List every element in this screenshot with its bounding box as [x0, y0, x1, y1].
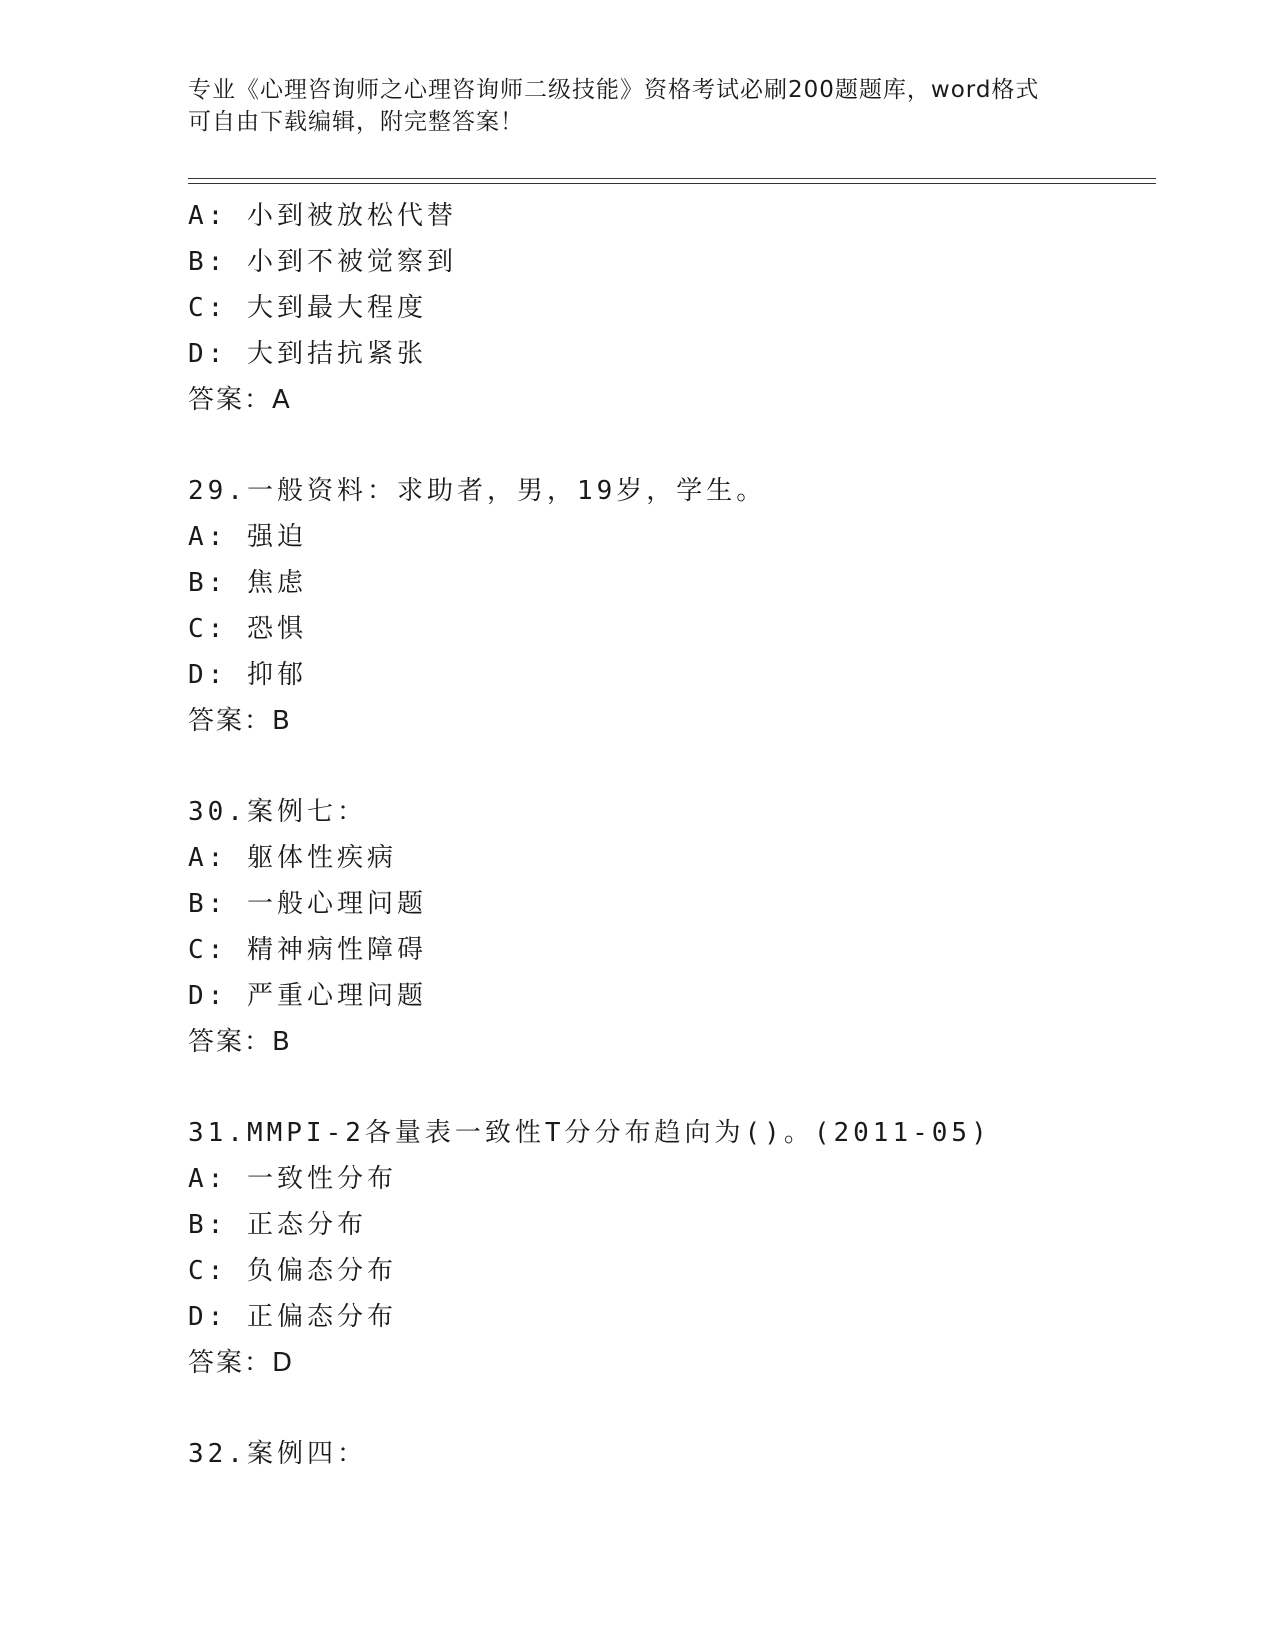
option-c: C: 精神病性障碍 — [188, 935, 427, 965]
option-a: A: 躯体性疾病 — [188, 843, 397, 873]
option-d: D: 正偏态分布 — [188, 1302, 397, 1332]
header-divider — [188, 178, 1156, 184]
option-d: D: 大到拮抗紧张 — [188, 339, 427, 369]
option-b: B: 小到不被觉察到 — [188, 247, 457, 277]
question-list — [188, 193, 1148, 1477]
answer: 答案：B — [188, 706, 292, 736]
option-b: B: 正态分布 — [188, 1210, 367, 1240]
question-stem: 30.案例七： — [188, 797, 367, 827]
question-28 — [188, 193, 1148, 423]
option-c: C: 负偏态分布 — [188, 1256, 397, 1286]
option-d: D: 抑郁 — [188, 660, 307, 690]
header-line-1: 专业《心理咨询师之心理咨询师二级技能》资格考试必刷200题题库，word格式 — [188, 77, 1040, 103]
option-c: C: 大到最大程度 — [188, 293, 427, 323]
question-29 — [188, 468, 1148, 744]
document-header — [188, 74, 1088, 138]
option-a: A: 小到被放松代替 — [188, 201, 457, 231]
option-d: D: 严重心理问题 — [188, 981, 427, 1011]
option-c: C: 恐惧 — [188, 614, 307, 644]
answer: 答案：B — [188, 1027, 292, 1057]
answer: 答案：D — [188, 1348, 295, 1378]
question-stem: 31.MMPI-2各量表一致性T分分布趋向为()。(2011-05) — [188, 1118, 991, 1148]
option-a: A: 一致性分布 — [188, 1164, 397, 1194]
option-a: A: 强迫 — [188, 522, 307, 552]
question-30 — [188, 789, 1148, 1065]
question-32 — [188, 1431, 1148, 1477]
question-stem: 29.一般资料：求助者，男，19岁，学生。 — [188, 476, 767, 506]
header-line-2: 可自由下载编辑，附完整答案！ — [188, 109, 524, 135]
answer: 答案：A — [188, 385, 292, 415]
option-b: B: 一般心理问题 — [188, 889, 427, 919]
option-b: B: 焦虑 — [188, 568, 307, 598]
question-31 — [188, 1110, 1148, 1386]
question-stem: 32.案例四： — [188, 1439, 367, 1469]
